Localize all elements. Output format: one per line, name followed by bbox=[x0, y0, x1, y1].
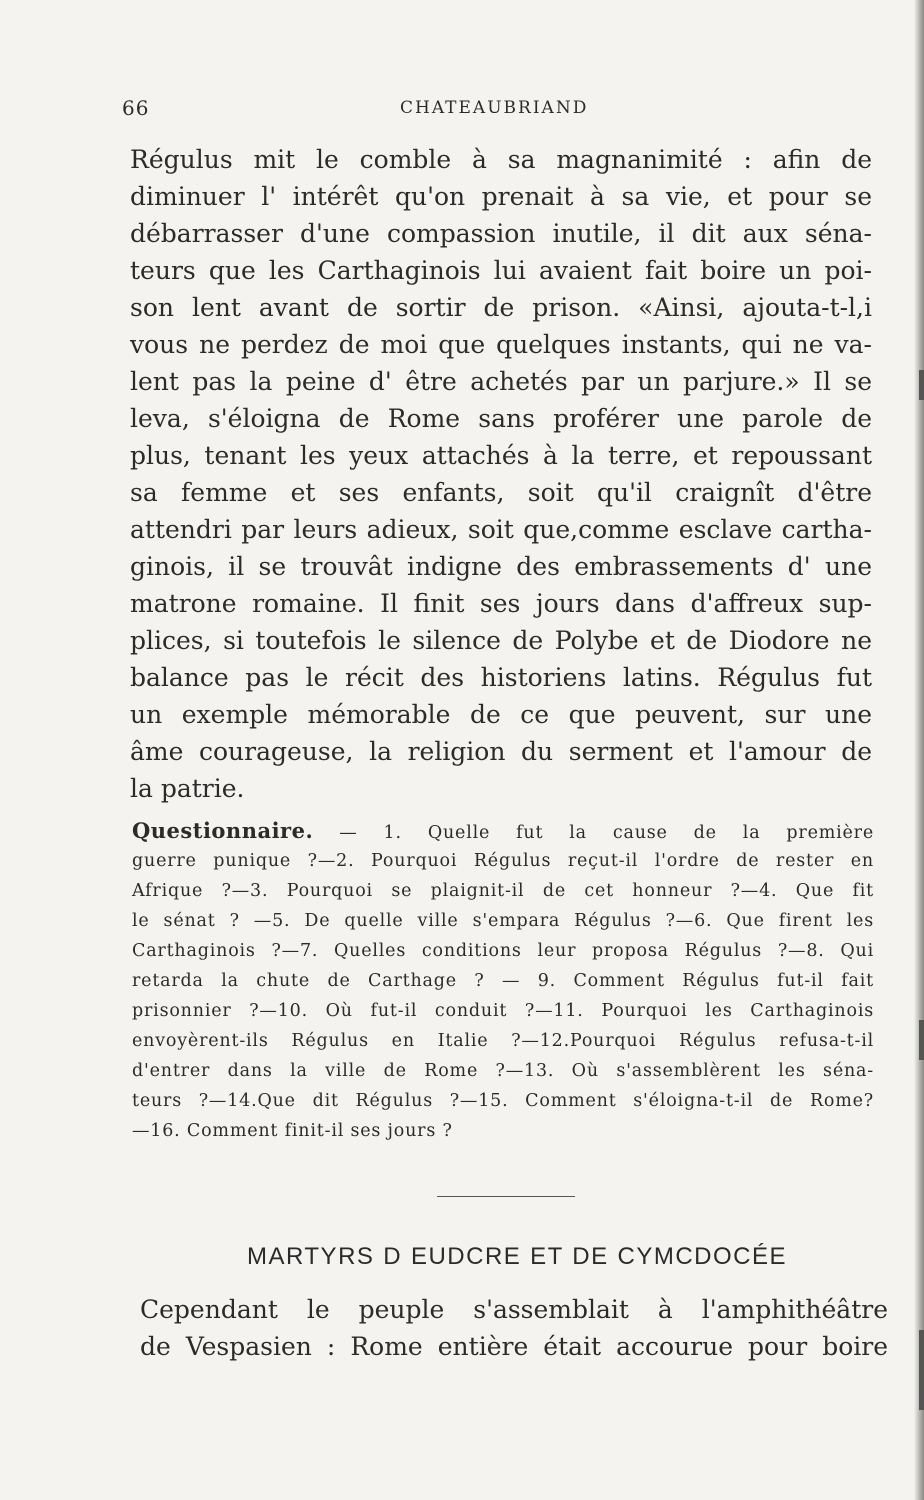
text-line: Cependant le peuple s'assemblait à l'amphithéâtre bbox=[140, 1295, 888, 1324]
text-line: attendri par leurs adieux, soit que,comme esclave cartha- bbox=[130, 515, 872, 544]
section-title: MARTYRS D EUDCRE ET DE CYMCDOCÉE bbox=[247, 1243, 787, 1270]
questionnaire-line: retarda la chute de Carthage ? — 9. Comment Régulus fut-il fait bbox=[132, 971, 874, 991]
text-line: débarrasser d'une compassion inutile, il dit aux séna- bbox=[130, 219, 872, 248]
text-line: plices, si toutefois le silence de Polybe et de Diodore ne bbox=[130, 626, 872, 655]
text-line: la patrie. bbox=[130, 774, 245, 803]
questionnaire-line: prisonnier ?—10. Où fut-il conduit ?—11. Pourquoi les Carthaginois bbox=[132, 1001, 874, 1021]
questionnaire-line: d'entrer dans la ville de Rome ?—13. Où s'assemblèrent les séna- bbox=[132, 1061, 874, 1081]
section-divider bbox=[437, 1196, 575, 1197]
page-edge-mark bbox=[919, 1330, 924, 1410]
page-number: 66 bbox=[122, 96, 150, 120]
questionnaire-first-line bbox=[132, 818, 874, 844]
text-line: son lent avant de sortir de prison. «Ainsi, ajouta-t-l,i bbox=[130, 293, 872, 322]
running-head: CHATEAUBRIAND bbox=[400, 98, 589, 118]
page-edge-mark bbox=[919, 1020, 924, 1060]
questionnaire-line: Carthaginois ?—7. Quelles conditions leur proposa Régulus ?—8. Qui bbox=[132, 941, 874, 961]
questionnaire-line: teurs ?—14.Que dit Régulus ?—15. Comment s'éloigna-t-il de Rome? bbox=[132, 1091, 874, 1111]
questionnaire-line: le sénat ? —5. De quelle ville s'empara Régulus ?—6. Que firent les bbox=[132, 911, 874, 931]
text-line: plus, tenant les yeux attachés à la terre, et repoussant bbox=[130, 441, 872, 470]
text-line: lent pas la peine d' être achetés par un parjure.» Il se bbox=[130, 367, 872, 396]
page-edge-shadow bbox=[914, 0, 924, 1500]
questionnaire-line: guerre punique ?—2. Pourquoi Régulus reçut-il l'ordre de rester en bbox=[132, 851, 874, 871]
text-line: vous ne perdez de moi que quelques instants, qui ne va- bbox=[130, 330, 872, 359]
text-line: de Vespasien : Rome entière était accourue pour boire bbox=[140, 1332, 888, 1361]
text-line: Régulus mit le comble à sa magnanimité : afin de bbox=[130, 145, 872, 174]
text-line: teurs que les Carthaginois lui avaient fait boire un poi- bbox=[130, 256, 872, 285]
page-edge-mark bbox=[919, 370, 924, 400]
text-line: un exemple mémorable de ce que peuvent, sur une bbox=[130, 700, 872, 729]
text-line: matrone romaine. Il finit ses jours dans d'affreux sup- bbox=[130, 589, 872, 618]
questionnaire-title: Questionnaire. bbox=[132, 818, 314, 843]
text-line: leva, s'éloigna de Rome sans proférer une parole de bbox=[130, 404, 872, 433]
text-line: ginois, il se trouvât indigne des embrassements d' une bbox=[130, 552, 872, 581]
questionnaire-line: Afrique ?—3. Pourquoi se plaignit-il de cet honneur ?—4. Que fit bbox=[132, 881, 874, 901]
text-line: diminuer l' intérêt qu'on prenait à sa vie, et pour se bbox=[130, 182, 872, 211]
text-line: âme courageuse, la religion du serment et l'amour de bbox=[130, 737, 872, 766]
text-line: sa femme et ses enfants, soit qu'il craignît d'être bbox=[130, 478, 872, 507]
text-line: balance pas le récit des historiens latins. Régulus fut bbox=[130, 663, 872, 692]
questionnaire-line: —16. Comment finit-il ses jours ? bbox=[132, 1121, 453, 1141]
questionnaire-text: — 1. Quelle fut la cause de la première bbox=[339, 823, 875, 843]
questionnaire-line: envoyèrent-ils Régulus en Italie ?—12.Pourquoi Régulus refusa-t-il bbox=[132, 1031, 874, 1051]
